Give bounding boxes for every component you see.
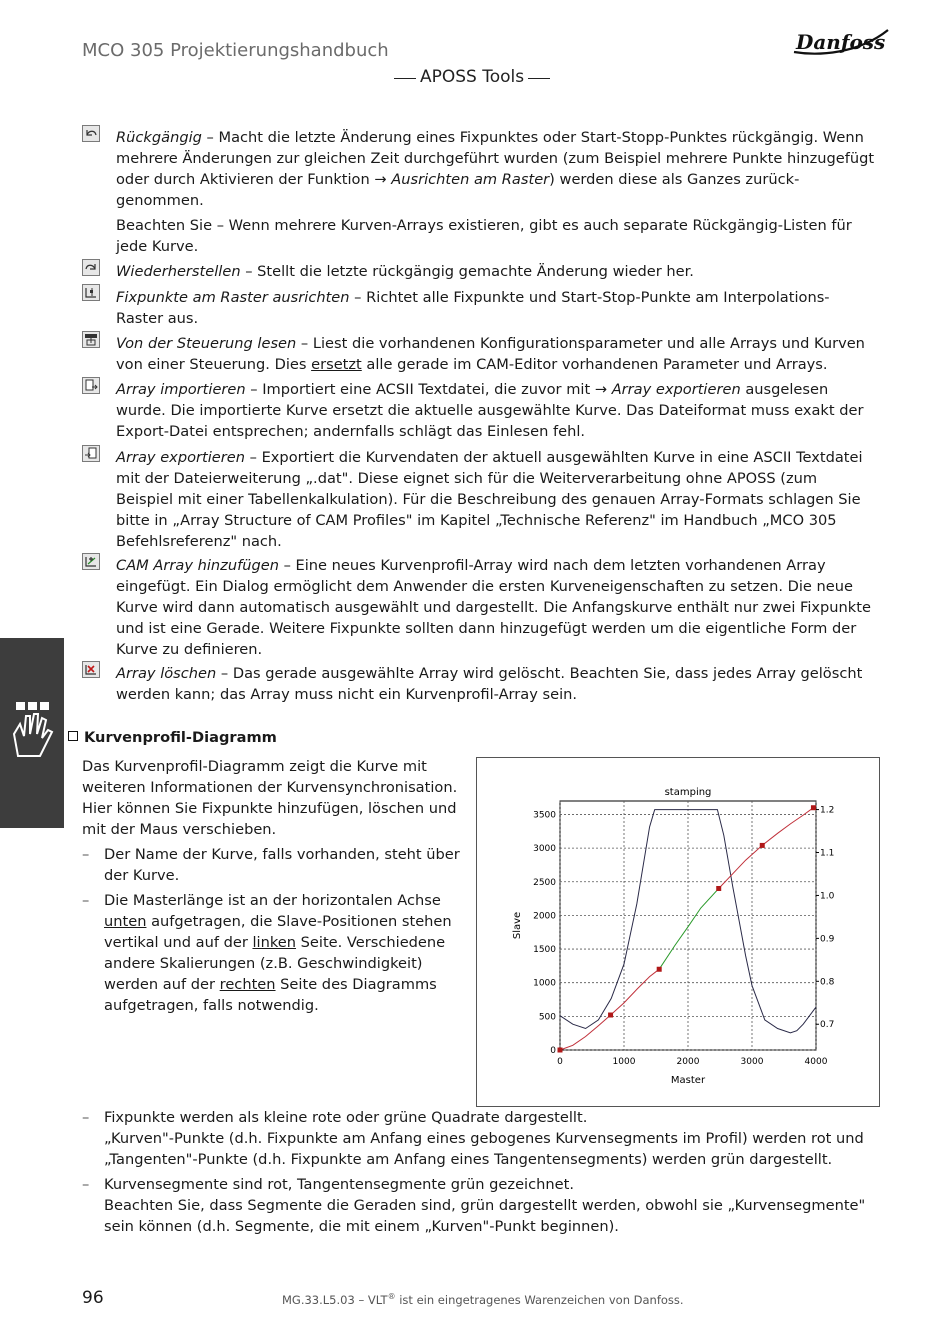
- x-tick-label: 2000: [676, 1057, 700, 1067]
- page-number: 96: [82, 1288, 104, 1308]
- fixpoint-marker: [657, 967, 662, 972]
- x-tick-label: 4000: [804, 1057, 828, 1067]
- y-tick-label: 2500: [533, 877, 556, 888]
- svg-text:Danfoss: Danfoss: [796, 30, 886, 54]
- delete-array-icon: [82, 661, 100, 678]
- y2-tick-label: 0.8: [820, 977, 835, 988]
- item-read-controller-text: Von der Steuerung lesen – Liest die vorhandenen Konfigurationsparameter und alle Arrays und Kurven von einer Steuerung. Dies ersetzt alle gerade im CAM-Editor vorhandenen Parameter und Arrays.: [116, 335, 865, 373]
- y2-tick-label: 1.2: [820, 805, 835, 816]
- item-grid-align-text: Fixpunkte am Raster ausrichten – Richtet alle Fixpunkte und Start-Stop-Punkte am Interpolations-Raster aus.: [116, 289, 830, 327]
- y2-tick-label: 1.0: [820, 891, 835, 902]
- item-undo-note: Beachten Sie – Wenn mehrere Kurven-Arrays existieren, gibt es auch separate Rückgängig-Listen für jede Kurve.: [116, 217, 852, 255]
- x-tick-label: 0: [557, 1057, 563, 1067]
- add-cam-array-icon: [82, 553, 100, 570]
- y-tick-label: 1500: [533, 945, 556, 956]
- chart-svg: [477, 758, 879, 1106]
- y-tick-label: 3000: [533, 844, 556, 855]
- item-export-text: Array exportieren – Exportiert die Kurvendaten der aktuell ausgewählten Kurve in eine ASCII Textdatei mit der Dateierweiterung „.dat". Diese eignet sich für die Weiterverarbeitung ohne APOSS (zum Beispiel mit einer Tabellenkalkulation). Für die Beschreibung des genauen Array-Formats schlagen Sie bitte in „Array Structure of CAM Profiles" im Kapitel „Technische Referenz" im Handbuch „MCO 305 Befehlsreferenz" nach.: [116, 449, 863, 550]
- subsection-intro: Das Kurvenprofil-Diagramm zeigt die Kurve mit weiteren Informationen der Kurvensynchronisation. Hier können Sie Fixpunkte hinzufügen, löschen und mit der Maus verschieben.: [82, 758, 458, 838]
- chapter-tab: [0, 638, 64, 828]
- item-import-text: Array importieren – Importiert eine ACSII Textdatei, die zuvor mit → Array exportieren ausgelesen wurde. Die importierte Kurve ersetzt die aktuelle ausgewählte Kurve. Das Dateiformat muss exakt der Export-Datei entsprechen; andernfalls schlägt das Einlesen fehl.: [116, 381, 864, 440]
- fixpoint-marker: [608, 1013, 613, 1018]
- y2-tick-label: 0.9: [820, 934, 835, 945]
- cam-profile-chart[interactable]: [476, 757, 880, 1107]
- fixpoint-marker: [558, 1048, 563, 1053]
- fixpoint-marker: [716, 886, 721, 891]
- hand-keypad-icon: [10, 698, 56, 764]
- y-tick-label: 3500: [533, 810, 556, 821]
- y-axis-label: Slave: [512, 911, 523, 940]
- danfoss-logo: [788, 22, 892, 62]
- grid-align-icon: [82, 284, 100, 301]
- export-array-icon: [82, 445, 100, 462]
- import-array-icon: [82, 377, 100, 394]
- y-tick-label: 1000: [533, 978, 556, 989]
- item-add-array-text: CAM Array hinzufügen – Eine neues Kurvenprofil-Array wird nach dem letzten vorhandenen Array eingefügt. Ein Dialog ermöglicht dem Anwender die ersten Kurveneigenschaften zu setzen. Die neue Kurve wird dann automatisch ausgewählt und dargestellt. Die Anfangskurve enthält nur zwei Fixpunkte und ist eine Gerade. Weitere Fixpunkte sollten dann hinzugefügt werden um die eigentliche Form der Kurve zu definieren.: [116, 557, 871, 658]
- y-tick-label: 2000: [533, 911, 556, 922]
- redo-icon: [82, 259, 100, 276]
- y-tick-label: 0: [550, 1046, 556, 1056]
- x-axis-label: Master: [670, 1075, 706, 1086]
- x-tick-label: 1000: [612, 1057, 636, 1067]
- x-tick-label: 3000: [740, 1057, 764, 1067]
- item-undo-text: Rückgängig – Macht die letzte Änderung eines Fixpunktes oder Start-Stopp-Punktes rückgängig. Wenn mehrere Änderungen zur gleichen Zeit durchgeführt wurden (zum Beispiel mehrere Punkte hinzugefügt oder durch Aktivieren der Funktion → Ausrichten am Raster) werden diese als Ganzes zurück-genommen.: [116, 129, 875, 209]
- fixpoint-marker: [811, 805, 816, 810]
- footer-trademark: MG.33.L5.03 – VLT® ist ein eingetragenes Warenzeichen von Danfoss.: [282, 1292, 684, 1307]
- term: Rückgängig: [116, 129, 202, 146]
- item-redo-text: Wiederherstellen – Stellt die letzte rückgängig gemachte Änderung wieder her.: [116, 263, 694, 280]
- item-delete-text: Array löschen – Das gerade ausgewählte Array wird gelöscht. Beachten Sie, dass jedes Array gelöscht werden kann; das Array muss nicht ein Kurvenprofil-Array sein.: [116, 665, 863, 703]
- undo-icon: [82, 125, 100, 142]
- subsection-heading: Kurvenprofil-Diagramm: [68, 729, 277, 746]
- checkbox-square-icon: [68, 731, 78, 741]
- section-title: APOSS Tools: [390, 67, 554, 87]
- y2-tick-label: 0.7: [820, 1020, 835, 1031]
- y-tick-label: 500: [538, 1012, 556, 1023]
- fixpoint-marker: [760, 843, 765, 848]
- chart-title: stamping: [664, 787, 712, 798]
- read-controller-icon: [82, 331, 100, 348]
- y2-tick-label: 1.1: [820, 848, 835, 859]
- document-header-title: MCO 305 Projektierungshandbuch: [82, 40, 389, 61]
